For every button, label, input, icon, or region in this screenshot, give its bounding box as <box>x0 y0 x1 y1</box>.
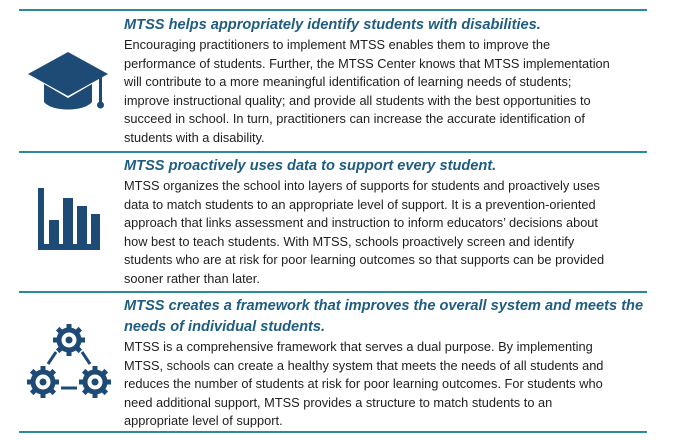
section-body <box>124 338 649 431</box>
body-line: performance of students. Further, the MTSS Center knows that MTSS implementation <box>124 55 610 71</box>
section-disabilities <box>124 15 649 148</box>
heading-line: MTSS creates a framework that improves the overall system and meets the <box>124 298 644 314</box>
section-heading: MTSS helps appropriately identify students with disabilities. <box>124 17 541 33</box>
body-line: how best to teach students. With MTSS, schools proactively screen and identify <box>124 233 575 249</box>
body-line: data to match students to an appropriate level of support. It is a prevention-oriented <box>124 196 596 212</box>
body-line: improve instructional quality; and provide all students with the best opportunities to <box>124 92 591 108</box>
body-line: appropriate level of support. <box>124 413 283 429</box>
body-line: need additional support, MTSS provides a structure to match students to an <box>124 394 553 410</box>
body-line: succeed in school. In turn, practitioners can increase the accurate identification of <box>124 111 585 127</box>
section-framework <box>124 296 649 431</box>
section-data <box>124 156 649 289</box>
section-divider <box>19 291 647 293</box>
body-line: will contribute to a more meaningful identification of learning needs of students; <box>124 74 572 90</box>
body-line: MTSS organizes the school into layers of supports for students and proactively uses <box>124 178 600 193</box>
body-line: students with a disability. <box>124 129 265 145</box>
body-line: students who are at risk for poor learning outcomes so that supports can be provided <box>124 252 605 268</box>
section-body <box>124 177 649 289</box>
heading-line: needs of individual students. <box>124 319 326 335</box>
connected-gears-icon <box>26 322 112 400</box>
body-line: approach that links assessment and instruction to inform educators’ decisions about <box>124 215 598 231</box>
body-line: MTSS, schools can create a healthy system that meets the needs of all students and <box>124 357 604 373</box>
section-body <box>124 36 649 148</box>
body-line: reduces the number of students at risk for poor learning outcomes. For students who <box>124 376 603 392</box>
body-line: sooner rather than later. <box>124 270 260 286</box>
section-heading: MTSS proactively uses data to support every student. <box>124 158 497 174</box>
top-divider <box>19 9 647 11</box>
body-line: Encouraging practitioners to implement MTSS enables them to improve the <box>124 37 551 52</box>
section-divider <box>19 151 647 153</box>
section-heading <box>124 296 649 338</box>
graduation-cap-icon <box>26 48 110 118</box>
bottom-divider <box>19 431 647 433</box>
body-line: MTSS is a comprehensive framework that serves a dual purpose. By implementing <box>124 339 593 354</box>
bar-chart-icon <box>36 186 102 252</box>
